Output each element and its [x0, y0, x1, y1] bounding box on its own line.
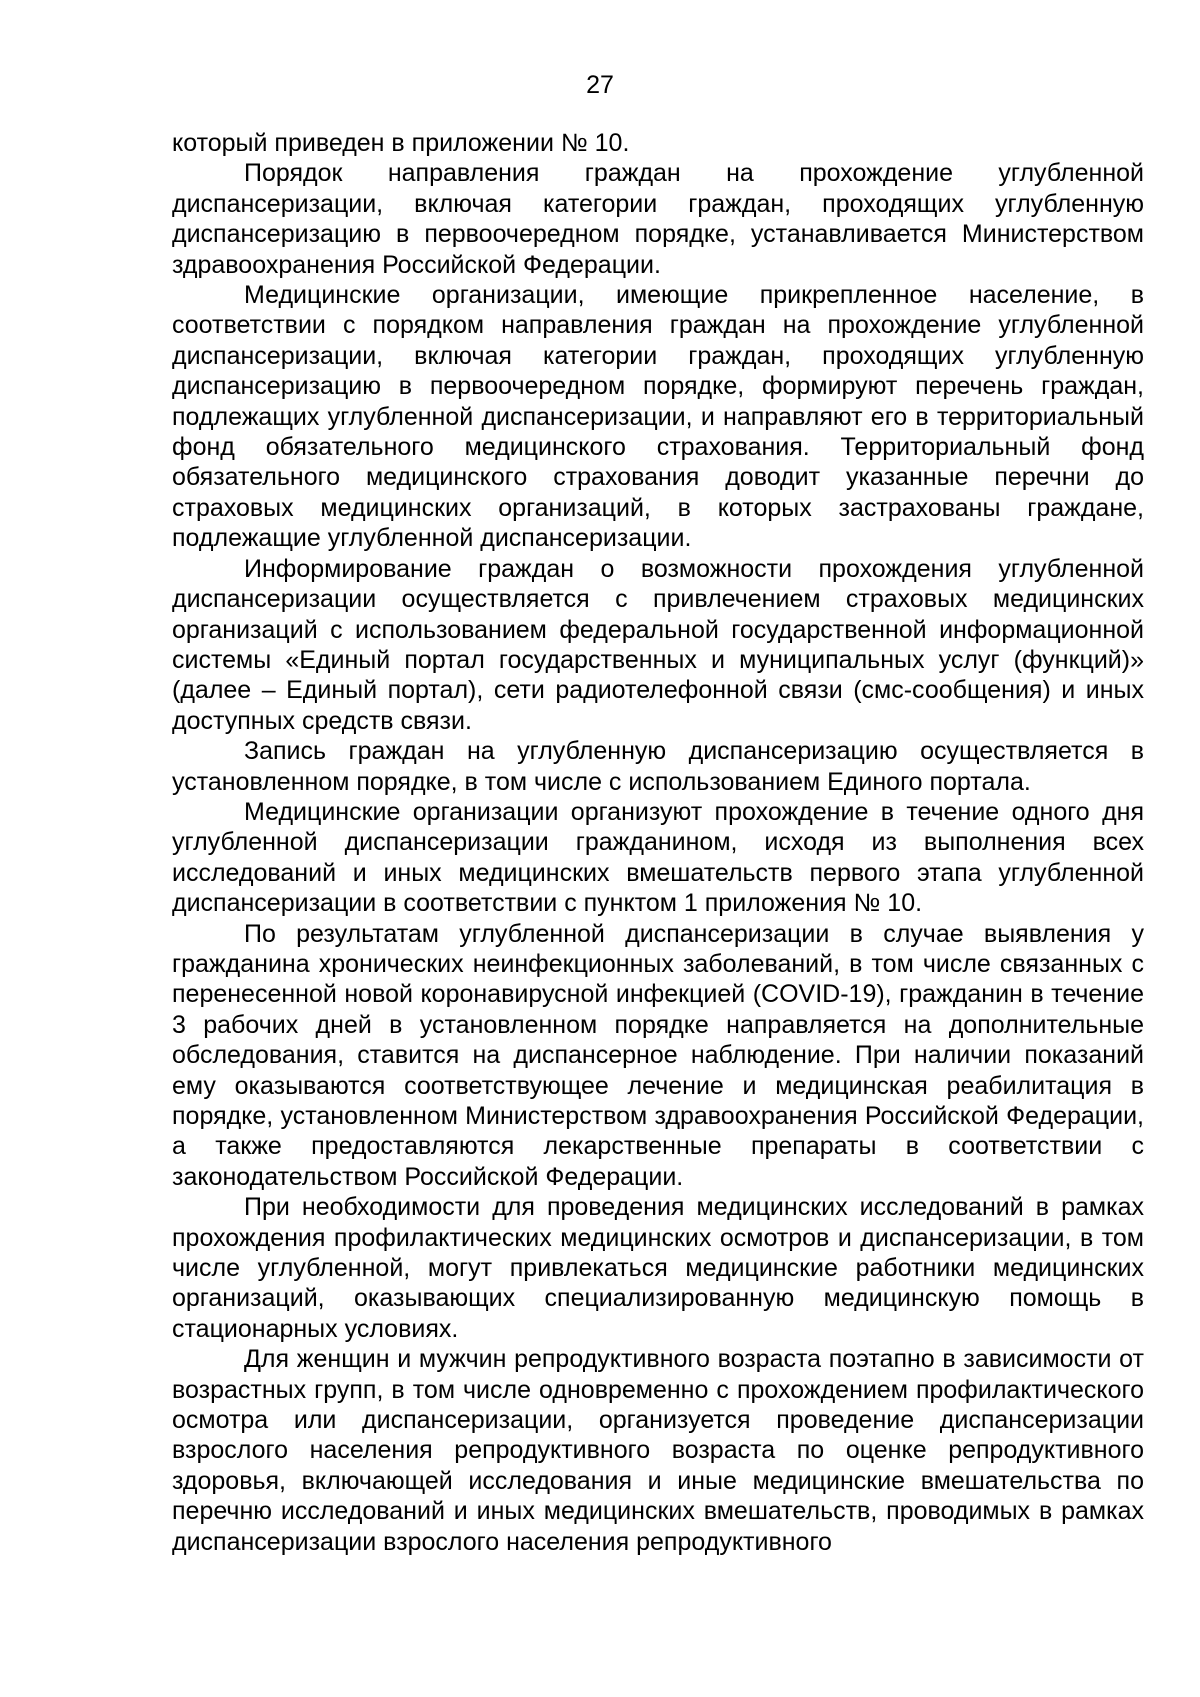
paragraph: Медицинские организации, имеющие прикрепленное население, в соответствии с порядком направления граждан на прохождение углубленной диспансеризации, включая категории граждан, проходящих углубленную диспансеризацию в первоочередном порядке, формируют перечень граждан, подлежащих углубленной диспансеризации, и направляют его в территориальный фонд обязательного медицинского страхования. Территориальный фонд обязательного медицинского страхования доводит указанные перечни до страховых медицинских организаций, в которых застрахованы граждане, подлежащие углубленной диспансеризации. — [172, 281, 1144, 553]
paragraph: Информирование граждан о возможности прохождения углубленной диспансеризации осуществляется с привлечением страховых медицинских организаций с использованием федеральной государственной информационной системы «Единый портал государственных и муниципальных услуг (функций)» (далее – Единый портал), сети радиотелефонной связи (смс-сообщения) и иных доступных средств связи. — [172, 554, 1144, 735]
paragraph: Медицинские организации организуют прохождение в течение одного дня углубленной диспансеризации гражданином, исходя из выполнения всех исследований и иных медицинских вмешательств первого этапа углубленной диспансеризации в соответствии с пунктом 1 приложения № 10. — [172, 797, 1144, 918]
paragraph: Запись граждан на углубленную диспансеризацию осуществляется в установленном порядке, в том числе с использованием Единого портала. — [172, 737, 1144, 796]
paragraph: Порядок направления граждан на прохождение углубленной диспансеризации, включая категории граждан, проходящих углубленную диспансеризацию в первоочередном порядке, устанавливается Министерством здравоохранения Российской Федерации. — [172, 159, 1144, 279]
paragraph: При необходимости для проведения медицинских исследований в рамках прохождения профилактических медицинских осмотров и диспансеризации, в том числе углубленной, могут привлекаться медицинские работники медицинских организаций, оказывающих специализированную медицинскую помощь в стационарных условиях. — [172, 1193, 1144, 1343]
paragraph-last: Для женщин и мужчин репродуктивного возраста поэтапно в зависимости от возрастных групп, в том числе одновременно с прохождением профилактического осмотра или диспансеризации, организуется проведение диспансеризации взрослого населения репродуктивного возраста по оценке репродуктивного здоровья, включающей исследования и иные медицинские вмешательства по перечню исследований и иных медицинских вмешательств, проводимых в рамках диспансеризации взрослого населения репродуктивного — [172, 1345, 1144, 1556]
page-number: 27 — [586, 71, 614, 99]
paragraph: По результатам углубленной диспансеризации в случае выявления у гражданина хронических неинфекционных заболеваний, в том числе связанных с перенесенной новой коронавирусной инфекцией (COVID-19), гражданин в течение 3 рабочих дней в установленном порядке направляется на дополнительные обследования, ставится на диспансерное наблюдение. При наличии показаний ему оказываются соответствующее лечение и медицинская реабилитация в порядке, установленном Министерством здравоохранения Российской Федерации, а также предоставляются лекарственные препараты в соответствии с законодательством Российской Федерации. — [172, 919, 1144, 1191]
paragraph-continuation: который приведен в приложении № 10. — [172, 129, 630, 157]
document-body — [172, 128, 1144, 1557]
